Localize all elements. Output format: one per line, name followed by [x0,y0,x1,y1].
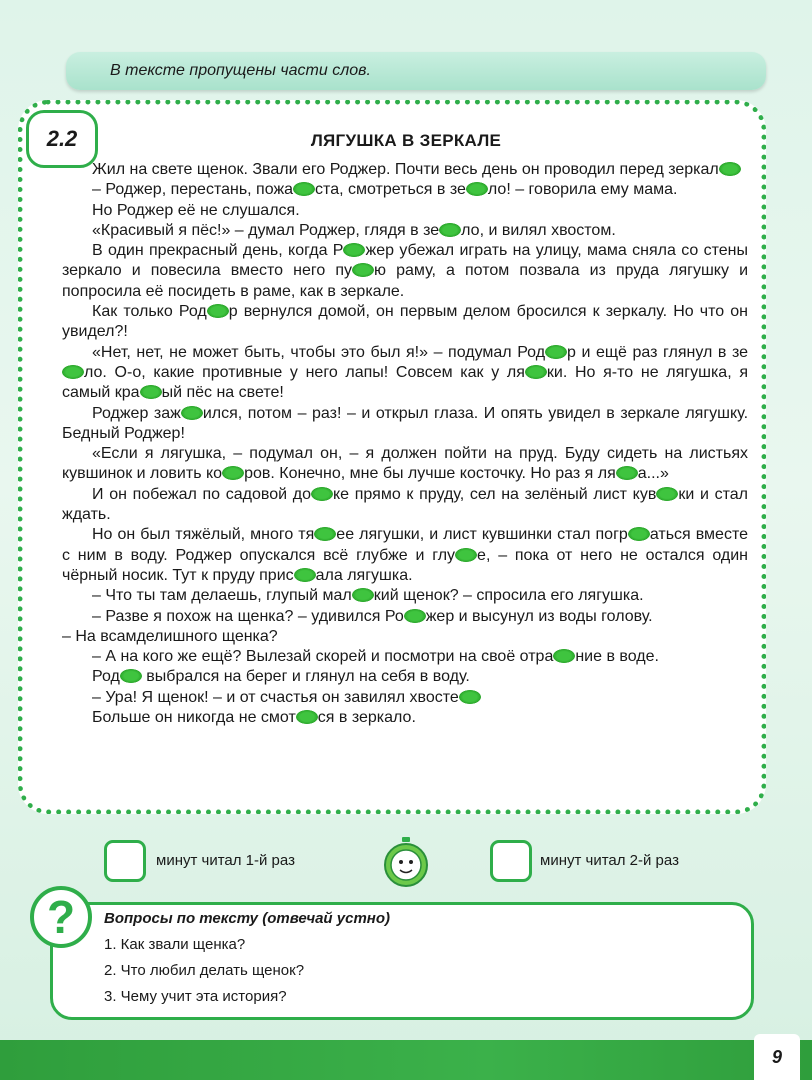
paragraph: В один прекрасный день, когда Р жер убежал играть на улицу, мама сняла со стены зеркало и повесила вместо него пу ю раму, а потом позвала из пруда лягушку и попросила её посидеть в раме, как в зеркале. [62,242,749,300]
paragraph: «Если я лягушка, – подумал он, – я должен пойти на пруд. Буду сидеть на листьях кувшинок и ловить ко ров. Конечно, мне бы лучше косточку. Но раз я ля а...» [62,445,748,483]
ink-blot [439,223,461,237]
ink-blot [628,527,650,541]
ink-blot [343,243,365,257]
instruction-text: В тексте пропущены части слов. [110,62,371,79]
paragraph: Род выбрался на берег и глянул на себя в воду. [92,668,470,686]
question-item: 1. Как звали щенка? [104,936,246,953]
paragraph: – Роджер, перестань, пожа ста, смотреться в зе ло! – говорила ему мама. [92,181,678,199]
ink-blot [352,263,374,277]
paragraph: Как только Род р вернулся домой, он первым делом бросился к зеркалу. Но что он увидел?! [62,303,749,341]
question-mark-icon: ? [30,886,92,948]
paragraph: – Ура! Я щенок! – и от счастья он завилял хвосте [62,688,748,708]
question-item: 2. Что любил делать щенок? [104,962,305,979]
paragraph: Но он был тяжёлый, много тя ее лягушки, и лист кувшинки стал погр аться вместе с ним в воду. Роджер опускался всё глубже и глу е, – пока от него не остался один чёрный носик. Тут к пруду прис ала лягушка. [62,526,749,584]
ink-blot [719,162,741,176]
ink-blot [545,345,567,359]
instruction-banner [66,52,766,90]
reading-timer-row [0,838,812,894]
second-read-minutes-box[interactable] [490,840,532,882]
ink-blot [455,548,477,562]
paragraph: – На всамделишного щенка? [62,627,278,645]
ink-blot [656,487,678,501]
paragraph: Но Роджер её не слушался. [92,201,300,219]
ink-blot [207,304,229,318]
paragraph: И он побежал по садовой до ке прямо к пруду, сел на зелёный лист кув ки и стал ждать. [62,485,749,524]
first-read-minutes-box[interactable] [104,840,146,882]
story-title: ЛЯГУШКА В ЗЕРКАЛЕ [310,131,502,150]
paragraph: Роджер заж ился, потом – раз! – и открыл глаза. И опять увидел в зеркале лягушку. Бедный Роджер! [62,404,749,442]
ink-blot [120,669,142,683]
ink-blot [459,690,481,704]
ink-blot [294,568,316,582]
paragraph: «Красивый я пёс!» – думал Роджер, глядя в зе ло, и вилял хвостом. [92,221,616,239]
ink-blot [311,487,333,501]
paragraph: – А на кого же ещё? Вылезай скорей и посмотри на своё отра ние в воде. [92,648,659,666]
ink-blot [553,649,575,663]
ink-blot [352,588,374,602]
story-text [62,160,748,728]
ink-blot [296,710,318,724]
paragraph: Больше он никогда не смот ся в зеркало. [92,709,416,727]
paragraph: Жил на свете щенок. Звали его Роджер. Почти весь день он проводил перед зеркал [62,160,748,180]
paragraph: – Что ты там делаешь, глупый мал кий щенок? – спросила его лягушка. [92,587,644,605]
ink-blot [314,527,336,541]
exercise-number: 2.2 [26,110,98,168]
ink-blot [181,406,203,420]
ink-blot [62,365,84,379]
question-item: 3. Чему учит эта история? [104,988,287,1005]
ink-blot [404,609,426,623]
first-read-label: минут читал 1-й раз [156,852,295,869]
ink-blot [616,466,638,480]
ink-blot [140,385,162,399]
ink-blot [466,182,488,196]
second-read-label: минут читал 2-й раз [540,852,679,869]
ink-blot [222,466,244,480]
paragraph: «Нет, нет, не может быть, чтобы это был я!» – подумал Род р и ещё раз глянул в зело. О-о, какие противные у него лапы! Совсем как у ля ки. Но я-то не лягушка, я самый кра ый пёс на свете! [62,343,749,402]
stopwatch-icon [380,836,432,888]
page-number: 9 [754,1034,800,1080]
ink-blot [293,182,315,196]
bottom-band [0,1040,812,1080]
paragraph: – Разве я похож на щенка? – удивился Ро жер и высунул из воды голову. [92,607,653,625]
questions-title: Вопросы по тексту (отвечай устно) [104,910,391,927]
ink-blot [525,365,547,379]
